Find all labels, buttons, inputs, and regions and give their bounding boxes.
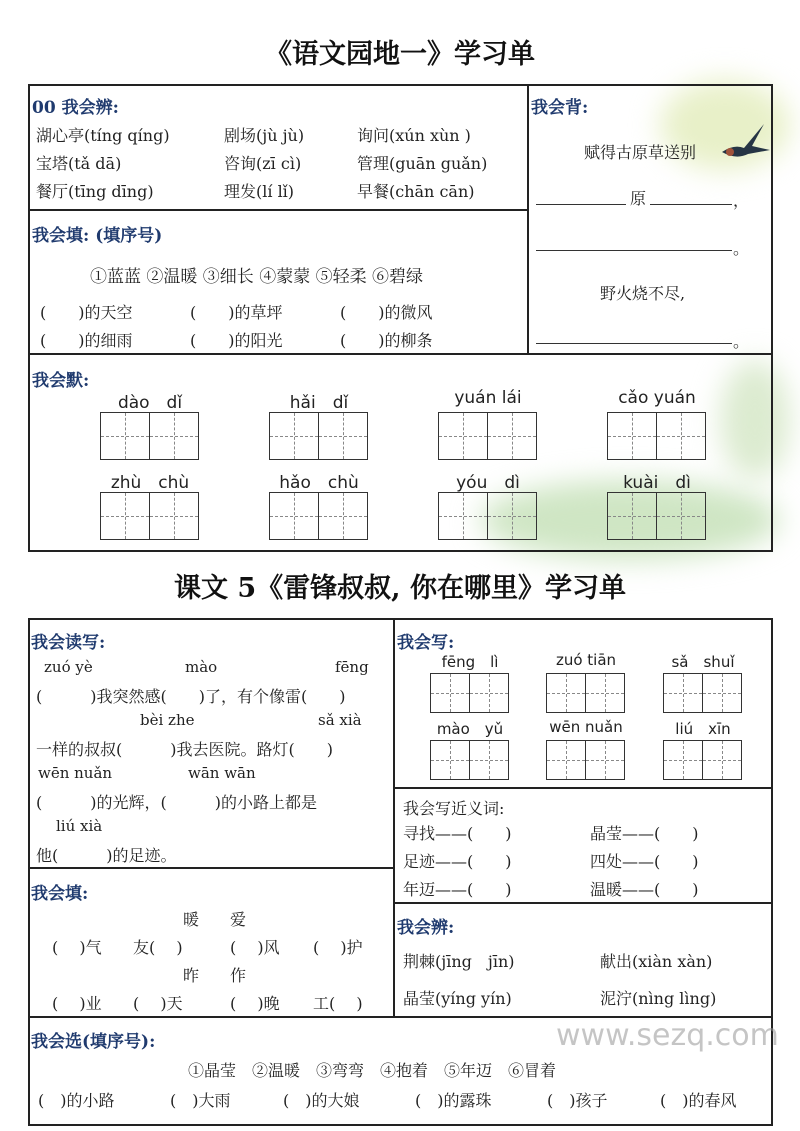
pinyin-choice-item[interactable]: 早餐(chān cān) xyxy=(357,182,475,201)
writing-box[interactable] xyxy=(663,740,703,780)
fill-blank-item[interactable]: ( )的柳条 xyxy=(340,331,433,350)
writing-box[interactable] xyxy=(438,412,488,460)
fill-sentence[interactable]: 一样的叔叔( )我去医院。路灯( ) xyxy=(36,740,333,759)
writing-box[interactable] xyxy=(318,412,368,460)
divider xyxy=(28,209,528,211)
pinyin-label: mào yǔ xyxy=(436,720,504,738)
pinyin-hint: bèi zhe xyxy=(140,711,195,729)
section-heading-bian: 00 我会辨: xyxy=(32,98,119,118)
synonym-item[interactable]: 温暖——( ) xyxy=(590,880,699,899)
writing-box[interactable] xyxy=(100,492,150,540)
pinyin-label: dào dǐ xyxy=(117,393,183,413)
section-heading-tian: 我会填: (填序号) xyxy=(32,226,163,246)
fill-blank-item[interactable]: 友( ) xyxy=(133,938,183,957)
fill-blank-item[interactable]: ( )的草坪 xyxy=(190,303,283,322)
pinyin-hint: fēng xyxy=(335,658,369,676)
punctuation: 。 xyxy=(733,239,750,258)
pinyin-label: hǎi dǐ xyxy=(289,393,349,413)
pinyin-choice-item[interactable]: 荆棘(jīng jīn) xyxy=(403,952,515,971)
blank-line[interactable] xyxy=(536,204,626,205)
poem-title: 赋得古原草送别 xyxy=(584,143,697,162)
fill-blank-item[interactable]: 工( ) xyxy=(313,994,363,1013)
pinyin-label: wēn nuǎn xyxy=(549,718,623,736)
section-heading-xie: 我会写: xyxy=(397,633,455,653)
pinyin-hint: sǎ xià xyxy=(318,711,362,729)
writing-box[interactable] xyxy=(469,740,509,780)
fill-sentence[interactable]: 他( )的足迹。 xyxy=(36,846,177,865)
section-heading-xuan: 我会选(填序号): xyxy=(31,1032,156,1052)
pinyin-choice-item[interactable]: 咨询(zī cì) xyxy=(224,154,302,173)
pinyin-choice-item[interactable]: 泥泞(nìng lìng) xyxy=(600,989,717,1008)
pinyin-label: zhù chù xyxy=(110,473,190,493)
section-heading-tian: 我会填: xyxy=(31,884,89,904)
fill-blank-item[interactable]: ( )的大娘 xyxy=(283,1091,360,1110)
writing-box[interactable] xyxy=(269,492,319,540)
poem-line: 野火烧不尽, xyxy=(600,284,686,303)
writing-box[interactable] xyxy=(607,412,657,460)
swallow-icon xyxy=(720,120,770,165)
writing-box[interactable] xyxy=(702,740,742,780)
fill-options: ①蓝蓝 ②温暖 ③细长 ④蒙蒙 ⑤轻柔 ⑥碧绿 xyxy=(90,267,424,287)
pinyin-label: fēng lì xyxy=(441,653,499,671)
writing-box[interactable] xyxy=(487,492,537,540)
fill-blank-item[interactable]: ( )风 xyxy=(230,938,280,957)
writing-box[interactable] xyxy=(546,740,586,780)
fill-blank-item[interactable]: ( )晚 xyxy=(230,994,280,1013)
pinyin-label: zuó tiān xyxy=(555,651,617,669)
writing-box[interactable] xyxy=(487,412,537,460)
divider xyxy=(393,618,395,1018)
blank-line[interactable] xyxy=(536,250,732,251)
fill-blank-item[interactable]: ( )的小路 xyxy=(38,1091,115,1110)
worksheet-title: 课文 5《雷锋叔叔, 你在哪里》学习单 xyxy=(174,573,626,604)
fill-blank-item[interactable]: ( )的春风 xyxy=(660,1091,737,1110)
pinyin-hint: zuó yè xyxy=(44,658,93,676)
writing-box[interactable] xyxy=(269,412,319,460)
fill-sentence[interactable]: ( )我突然感( )了，有个像雷( ) xyxy=(36,687,346,706)
divider xyxy=(394,902,773,904)
pinyin-hint: wān wān xyxy=(188,764,256,782)
section-heading-duxie: 我会读写: xyxy=(31,633,106,653)
writing-box[interactable] xyxy=(702,673,742,713)
pinyin-label: kuài dì xyxy=(623,473,691,493)
fill-blank-item[interactable]: ( )的阳光 xyxy=(190,331,283,350)
pinyin-choice-item[interactable]: 餐厅(tīng dīng) xyxy=(36,182,154,201)
pinyin-hint: mào xyxy=(185,658,218,676)
section-heading-mo: 我会默: xyxy=(32,371,90,391)
pinyin-hint: liú xià xyxy=(56,817,103,835)
synonym-item[interactable]: 年迈——( ) xyxy=(403,880,512,899)
fill-blank-item[interactable]: ( )天 xyxy=(133,994,183,1013)
pinyin-choice-item[interactable]: 晶莹(yíng yín) xyxy=(403,989,512,1008)
pinyin-choice-item[interactable]: 剧场(jù jù) xyxy=(224,126,305,145)
punctuation: ， xyxy=(733,191,750,210)
watermark: www.sezq.com xyxy=(556,1018,779,1053)
pinyin-choice-item[interactable]: 献出(xiàn xàn) xyxy=(600,952,713,971)
choose-options: ①晶莹 ②温暖 ③弯弯 ④抱着 ⑤年迈 ⑥冒着 xyxy=(188,1061,557,1080)
writing-box[interactable] xyxy=(656,492,706,540)
writing-box[interactable] xyxy=(430,673,470,713)
fill-blank-item[interactable]: ( )的细雨 xyxy=(40,331,133,350)
writing-box[interactable] xyxy=(438,492,488,540)
fill-blank-item[interactable]: ( )孩子 xyxy=(547,1091,608,1110)
hint-char: 爱 xyxy=(230,910,247,929)
writing-box[interactable] xyxy=(318,492,368,540)
fill-blank-item[interactable]: ( )大雨 xyxy=(170,1091,231,1110)
writing-box[interactable] xyxy=(469,673,509,713)
divider xyxy=(527,84,529,354)
fill-blank-item[interactable]: ( )气 xyxy=(52,938,102,957)
synonym-item[interactable]: 寻找——( ) xyxy=(403,824,512,843)
pinyin-choice-item[interactable]: 理发(lí lǐ) xyxy=(224,182,295,201)
writing-box[interactable] xyxy=(149,492,199,540)
fill-blank-item[interactable]: ( )的微风 xyxy=(340,303,433,322)
pinyin-choice-item[interactable]: 湖心亭(tíng qíng) xyxy=(36,126,170,145)
synonym-item[interactable]: 晶莹——( ) xyxy=(590,824,699,843)
punctuation: 。 xyxy=(733,332,750,351)
fill-blank-item[interactable]: ( )的天空 xyxy=(40,303,133,322)
blank-line[interactable] xyxy=(650,204,732,205)
synonym-item[interactable]: 足迹——( ) xyxy=(403,852,512,871)
fill-blank-item[interactable]: ( )业 xyxy=(52,994,102,1013)
pinyin-choice-item[interactable]: 询问(xún xùn ) xyxy=(357,126,471,145)
poem-char: 原 xyxy=(630,189,647,208)
fill-blank-item[interactable]: ( )护 xyxy=(313,938,363,957)
divider xyxy=(394,787,773,789)
writing-box[interactable] xyxy=(656,412,706,460)
synonym-item[interactable]: 四处——( ) xyxy=(590,852,699,871)
pinyin-choice-item[interactable]: 宝塔(tǎ dā) xyxy=(36,154,122,173)
fill-sentence[interactable]: ( )的光辉，( )的小路上都是 xyxy=(36,793,317,812)
writing-box[interactable] xyxy=(585,740,625,780)
pinyin-hint: wēn nuǎn xyxy=(38,764,113,782)
section-heading-bei: 我会背: xyxy=(531,98,589,118)
blank-line[interactable] xyxy=(536,343,732,344)
pinyin-label: sǎ shuǐ xyxy=(671,653,735,671)
writing-box[interactable] xyxy=(149,412,199,460)
pinyin-label: liú xīn xyxy=(675,720,731,738)
writing-box[interactable] xyxy=(585,673,625,713)
hint-char: 暖 xyxy=(183,910,200,929)
pinyin-label: hǎo chù xyxy=(279,473,359,493)
divider xyxy=(28,353,773,355)
section-heading-jinyi: 我会写近义词: xyxy=(403,799,505,818)
fill-blank-item[interactable]: ( )的露珠 xyxy=(415,1091,492,1110)
section-heading-bian: 我会辨: xyxy=(397,918,455,938)
pinyin-choice-item[interactable]: 管理(guān guǎn) xyxy=(357,154,488,173)
writing-box[interactable] xyxy=(607,492,657,540)
pinyin-label: cǎo yuán xyxy=(618,388,696,408)
writing-box[interactable] xyxy=(546,673,586,713)
writing-box[interactable] xyxy=(430,740,470,780)
writing-box[interactable] xyxy=(100,412,150,460)
pinyin-label: yuán lái xyxy=(454,388,522,408)
hint-char: 昨 xyxy=(183,966,200,985)
writing-box[interactable] xyxy=(663,673,703,713)
hint-char: 作 xyxy=(230,966,247,985)
worksheet-title: 《语文园地一》学习单 xyxy=(265,39,535,70)
divider xyxy=(28,867,394,869)
pinyin-label: yóu dì xyxy=(456,473,520,493)
